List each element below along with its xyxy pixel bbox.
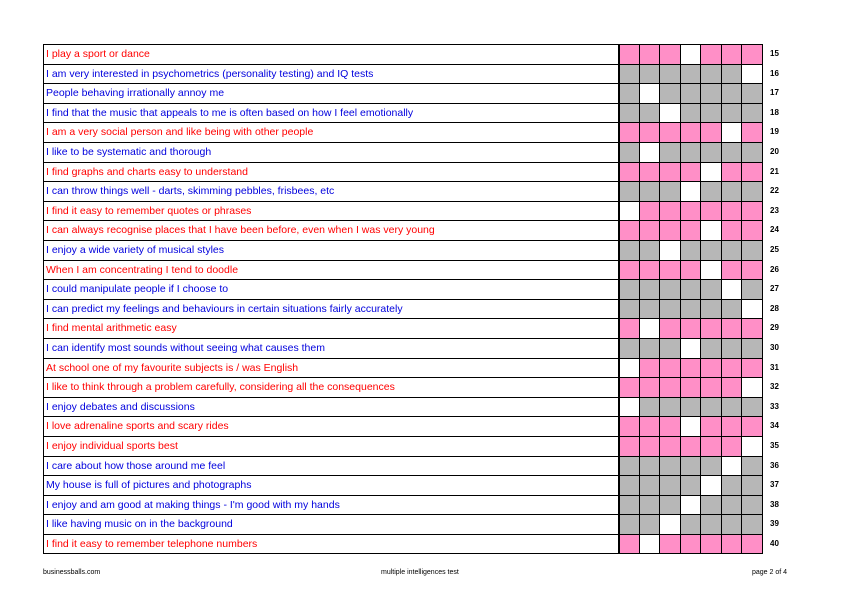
answer-cell	[619, 534, 640, 554]
answer-cell	[701, 475, 722, 495]
answer-cell	[681, 260, 702, 280]
table-row	[43, 162, 779, 182]
answer-cell	[701, 397, 722, 417]
question-number: 21	[770, 166, 779, 176]
table-row	[43, 436, 779, 456]
answer-cell	[640, 279, 661, 299]
answer-cell	[660, 142, 681, 162]
question-number: 34	[770, 421, 779, 431]
answer-cell	[640, 475, 661, 495]
table-row	[43, 103, 779, 123]
answer-cell	[660, 338, 681, 358]
table-row	[43, 456, 779, 476]
answer-cell	[640, 122, 661, 142]
answer-cell	[660, 240, 681, 260]
answer-cell	[619, 44, 640, 64]
answer-cell	[681, 318, 702, 338]
answer-cell	[619, 142, 640, 162]
answer-cell	[619, 338, 640, 358]
table-row	[43, 44, 779, 64]
answer-cell	[742, 416, 763, 436]
answer-cell	[701, 162, 722, 182]
answer-cells	[619, 475, 763, 495]
answer-cell	[619, 162, 640, 182]
answer-cell	[660, 122, 681, 142]
answer-cell	[681, 436, 702, 456]
answer-cell	[660, 475, 681, 495]
statement-text: I enjoy individual sports best	[43, 436, 619, 456]
answer-cells	[619, 495, 763, 515]
answer-cell	[722, 377, 743, 397]
answer-cell	[742, 495, 763, 515]
answer-cell	[701, 299, 722, 319]
answer-cell	[701, 377, 722, 397]
table-row	[43, 358, 779, 378]
answer-cell	[619, 514, 640, 534]
statement-text: I am a very social person and like being with other people	[43, 122, 619, 142]
answer-cells	[619, 103, 763, 123]
table-row	[43, 64, 779, 84]
answer-cell	[681, 142, 702, 162]
table-row	[43, 338, 779, 358]
answer-cells	[619, 64, 763, 84]
answer-cell	[640, 358, 661, 378]
answer-cell	[660, 201, 681, 221]
question-number: 40	[770, 539, 779, 548]
table-row	[43, 83, 779, 103]
table-row	[43, 122, 779, 142]
answer-cell	[660, 162, 681, 182]
question-number: 22	[770, 186, 779, 196]
answer-cells	[619, 181, 763, 201]
answer-cell	[681, 495, 702, 515]
statement-text: I find that the music that appeals to me is often based on how I feel emotionally	[43, 103, 619, 123]
answer-cell	[701, 142, 722, 162]
answer-cell	[640, 201, 661, 221]
answer-cell	[640, 83, 661, 103]
answer-cell	[660, 64, 681, 84]
footer-page-number: page 2 of 4	[752, 569, 788, 576]
statement-text: I find it easy to remember quotes or phrases	[43, 201, 619, 221]
answer-cell	[722, 64, 743, 84]
answer-cell	[722, 495, 743, 515]
answer-cell	[701, 279, 722, 299]
answer-cell	[640, 456, 661, 476]
answer-cell	[640, 299, 661, 319]
answer-cell	[681, 299, 702, 319]
answer-cell	[701, 358, 722, 378]
answer-cells	[619, 397, 763, 417]
answer-cell	[660, 318, 681, 338]
table-row	[43, 495, 779, 515]
answer-cell	[640, 377, 661, 397]
question-number: 26	[770, 264, 779, 274]
answer-cell	[619, 318, 640, 338]
answer-cell	[742, 44, 763, 64]
answer-cell	[701, 240, 722, 260]
answer-cell	[722, 534, 743, 554]
answer-cells	[619, 436, 763, 456]
statement-text: I care about how those around me feel	[43, 456, 619, 476]
answer-cell	[681, 397, 702, 417]
answer-cell	[681, 201, 702, 221]
answer-cells	[619, 534, 763, 554]
answer-cell	[722, 358, 743, 378]
table-row	[43, 220, 779, 240]
answer-cell	[701, 220, 722, 240]
statement-text: I find it easy to remember telephone numbers	[43, 534, 619, 554]
question-number: 27	[770, 284, 779, 294]
answer-cell	[701, 318, 722, 338]
answer-cell	[722, 279, 743, 299]
answer-cell	[640, 436, 661, 456]
answer-cell	[701, 201, 722, 221]
answer-cell	[742, 318, 763, 338]
statement-text: I find graphs and charts easy to understand	[43, 162, 619, 182]
table-row	[43, 260, 779, 280]
answer-cell	[681, 83, 702, 103]
table-row	[43, 475, 779, 495]
answer-cell	[681, 377, 702, 397]
answer-cell	[742, 220, 763, 240]
answer-cell	[722, 475, 743, 495]
answer-cell	[619, 495, 640, 515]
answer-cell	[619, 456, 640, 476]
answer-cell	[619, 83, 640, 103]
answer-cell	[722, 240, 743, 260]
answer-cell	[742, 83, 763, 103]
question-number: 23	[770, 205, 779, 215]
answer-cell	[742, 122, 763, 142]
answer-cell	[619, 397, 640, 417]
answer-cell	[660, 103, 681, 123]
answer-cell	[619, 377, 640, 397]
answer-cell	[742, 534, 763, 554]
answer-cell	[701, 181, 722, 201]
answer-cell	[660, 436, 681, 456]
answer-cell	[681, 181, 702, 201]
answer-cell	[681, 338, 702, 358]
answer-cell	[681, 534, 702, 554]
statement-text: I like having music on in the background	[43, 514, 619, 534]
statement-text: I could manipulate people if I choose to	[43, 279, 619, 299]
question-number: 24	[770, 225, 779, 235]
answer-cell	[640, 416, 661, 436]
answer-cell	[722, 181, 743, 201]
answer-cell	[742, 338, 763, 358]
statement-text: I am very interested in psychometrics (personality testing) and IQ tests	[43, 64, 619, 84]
question-number: 30	[770, 343, 779, 352]
question-number: 35	[770, 441, 779, 450]
answer-cell	[701, 514, 722, 534]
statement-text: People behaving irrationally annoy me	[43, 83, 619, 103]
answer-cell	[722, 142, 743, 162]
answer-cell	[742, 162, 763, 182]
answer-cell	[722, 514, 743, 534]
table-row	[43, 279, 779, 299]
answer-cell	[681, 358, 702, 378]
answer-cell	[640, 103, 661, 123]
answer-cells	[619, 260, 763, 280]
statement-text: I enjoy and am good at making things - I'm good with my hands	[43, 495, 619, 515]
question-number: 20	[770, 147, 779, 156]
answer-cells	[619, 338, 763, 358]
answer-cell	[742, 377, 763, 397]
answer-cell	[660, 299, 681, 319]
table-row	[43, 514, 779, 534]
answer-cell	[742, 201, 763, 221]
answer-cell	[681, 122, 702, 142]
question-number: 16	[770, 68, 779, 78]
answer-cell	[660, 397, 681, 417]
statement-text: I love adrenaline sports and scary rides	[43, 416, 619, 436]
answer-cell	[640, 220, 661, 240]
answer-cell	[722, 122, 743, 142]
answer-cell	[701, 44, 722, 64]
statement-text: I enjoy a wide variety of musical styles	[43, 240, 619, 260]
answer-cell	[640, 338, 661, 358]
answer-cell	[640, 514, 661, 534]
answer-cell	[701, 338, 722, 358]
table-row	[43, 416, 779, 436]
statement-text: When I am concentrating I tend to doodle	[43, 260, 619, 280]
answer-cell	[681, 514, 702, 534]
answer-cells	[619, 318, 763, 338]
answer-cell	[701, 83, 722, 103]
answer-cell	[640, 181, 661, 201]
statement-text: I like to be systematic and thorough	[43, 142, 619, 162]
answer-cell	[722, 83, 743, 103]
answer-cell	[640, 240, 661, 260]
answer-cell	[722, 416, 743, 436]
statement-text: I can throw things well - darts, skimming pebbles, frisbees, etc	[43, 181, 619, 201]
answer-cell	[660, 279, 681, 299]
answer-cell	[619, 260, 640, 280]
answer-cell	[660, 456, 681, 476]
answer-cell	[619, 475, 640, 495]
statement-text: I like to think through a problem carefully, considering all the consequences	[43, 377, 619, 397]
answer-cell	[681, 162, 702, 182]
answer-cells	[619, 299, 763, 319]
answer-cells	[619, 142, 763, 162]
answer-cell	[619, 103, 640, 123]
answer-cell	[742, 279, 763, 299]
answer-cells	[619, 83, 763, 103]
answer-cell	[722, 456, 743, 476]
footer-site: businessballs.com	[43, 569, 101, 576]
answer-cells	[619, 201, 763, 221]
question-number: 19	[770, 127, 779, 137]
answer-cells	[619, 416, 763, 436]
table-row	[43, 181, 779, 201]
answer-cell	[722, 260, 743, 280]
answer-cell	[742, 475, 763, 495]
answer-cell	[742, 64, 763, 84]
question-number: 36	[770, 460, 779, 470]
question-number: 38	[770, 499, 779, 509]
answer-cell	[619, 220, 640, 240]
question-number: 31	[770, 362, 779, 372]
answer-cell	[722, 397, 743, 417]
answer-cell	[660, 83, 681, 103]
answer-cell	[660, 416, 681, 436]
answer-cell	[660, 358, 681, 378]
answer-cell	[660, 377, 681, 397]
answer-cell	[681, 103, 702, 123]
statement-text: I enjoy debates and discussions	[43, 397, 619, 417]
answer-cell	[722, 299, 743, 319]
answer-cell	[701, 260, 722, 280]
statement-text: My house is full of pictures and photographs	[43, 475, 619, 495]
question-number: 15	[770, 49, 779, 58]
answer-cell	[619, 436, 640, 456]
answer-cell	[619, 299, 640, 319]
answer-cell	[619, 358, 640, 378]
table-row	[43, 534, 779, 554]
answer-cell	[640, 162, 661, 182]
answer-cell	[701, 103, 722, 123]
answer-cell	[640, 64, 661, 84]
question-number: 17	[770, 88, 779, 98]
answer-cell	[660, 495, 681, 515]
answer-cell	[742, 103, 763, 123]
question-number: 28	[770, 303, 779, 313]
answer-cells	[619, 44, 763, 64]
question-number: 37	[770, 480, 779, 490]
answer-cell	[722, 162, 743, 182]
answer-cell	[681, 416, 702, 436]
answer-cell	[701, 122, 722, 142]
statement-text: I can always recognise places that I have been before, even when I was very young	[43, 220, 619, 240]
answer-cell	[640, 44, 661, 64]
statement-text: I play a sport or dance	[43, 44, 619, 64]
answer-cell	[681, 240, 702, 260]
answer-cell	[681, 456, 702, 476]
answer-cell	[742, 397, 763, 417]
answer-cell	[640, 260, 661, 280]
answer-cell	[660, 44, 681, 64]
answer-cell	[722, 201, 743, 221]
question-number: 33	[770, 401, 779, 411]
answer-cell	[742, 358, 763, 378]
answer-cell	[742, 181, 763, 201]
answer-cell	[742, 514, 763, 534]
answer-cell	[701, 456, 722, 476]
answer-cell	[660, 181, 681, 201]
answer-cell	[742, 260, 763, 280]
answer-cell	[722, 103, 743, 123]
answer-cells	[619, 220, 763, 240]
answer-cell	[701, 534, 722, 554]
question-number: 39	[770, 519, 779, 529]
statement-text: I find mental arithmetic easy	[43, 318, 619, 338]
answer-cell	[722, 338, 743, 358]
question-number: 29	[770, 323, 779, 333]
answer-cell	[640, 318, 661, 338]
question-number: 18	[770, 107, 779, 117]
answer-cell	[619, 64, 640, 84]
answer-cell	[640, 397, 661, 417]
answer-cell	[722, 44, 743, 64]
table-row	[43, 299, 779, 319]
answer-cell	[640, 495, 661, 515]
answer-cell	[619, 181, 640, 201]
answer-cells	[619, 279, 763, 299]
statement-text: I can predict my feelings and behaviours in certain situations fairly accurately	[43, 299, 619, 319]
table-row	[43, 142, 779, 162]
statement-text: At school one of my favourite subjects is / was English	[43, 358, 619, 378]
answer-cell	[619, 122, 640, 142]
answer-cell	[701, 64, 722, 84]
answer-cell	[722, 318, 743, 338]
statement-text: I can identify most sounds without seeing what causes them	[43, 338, 619, 358]
answer-cell	[742, 142, 763, 162]
answer-cells	[619, 456, 763, 476]
answer-cell	[660, 220, 681, 240]
table-row	[43, 201, 779, 221]
answer-cell	[640, 534, 661, 554]
table-row	[43, 318, 779, 338]
question-number: 25	[770, 245, 779, 254]
answer-cell	[681, 279, 702, 299]
answer-cell	[619, 279, 640, 299]
answer-cell	[742, 436, 763, 456]
answer-cell	[660, 260, 681, 280]
answer-cell	[701, 436, 722, 456]
answer-cell	[619, 240, 640, 260]
answer-cell	[681, 64, 702, 84]
answer-cell	[742, 456, 763, 476]
answer-cells	[619, 240, 763, 260]
answer-cells	[619, 162, 763, 182]
answer-cell	[722, 436, 743, 456]
answer-cell	[681, 475, 702, 495]
answer-cell	[619, 416, 640, 436]
answer-cell	[742, 240, 763, 260]
answer-cell	[701, 416, 722, 436]
question-number: 32	[770, 382, 779, 392]
answer-cell	[640, 142, 661, 162]
answer-cells	[619, 377, 763, 397]
answer-cell	[722, 220, 743, 240]
table-row	[43, 397, 779, 417]
answer-cell	[619, 201, 640, 221]
table-row	[43, 240, 779, 260]
answer-cells	[619, 514, 763, 534]
answer-cells	[619, 122, 763, 142]
answer-cell	[660, 534, 681, 554]
answer-cells	[619, 358, 763, 378]
answer-cell	[681, 220, 702, 240]
answer-cell	[660, 514, 681, 534]
footer-title: multiple intelligences test	[381, 569, 459, 576]
answer-cell	[742, 299, 763, 319]
table-row	[43, 377, 779, 397]
answer-cell	[701, 495, 722, 515]
answer-cell	[681, 44, 702, 64]
